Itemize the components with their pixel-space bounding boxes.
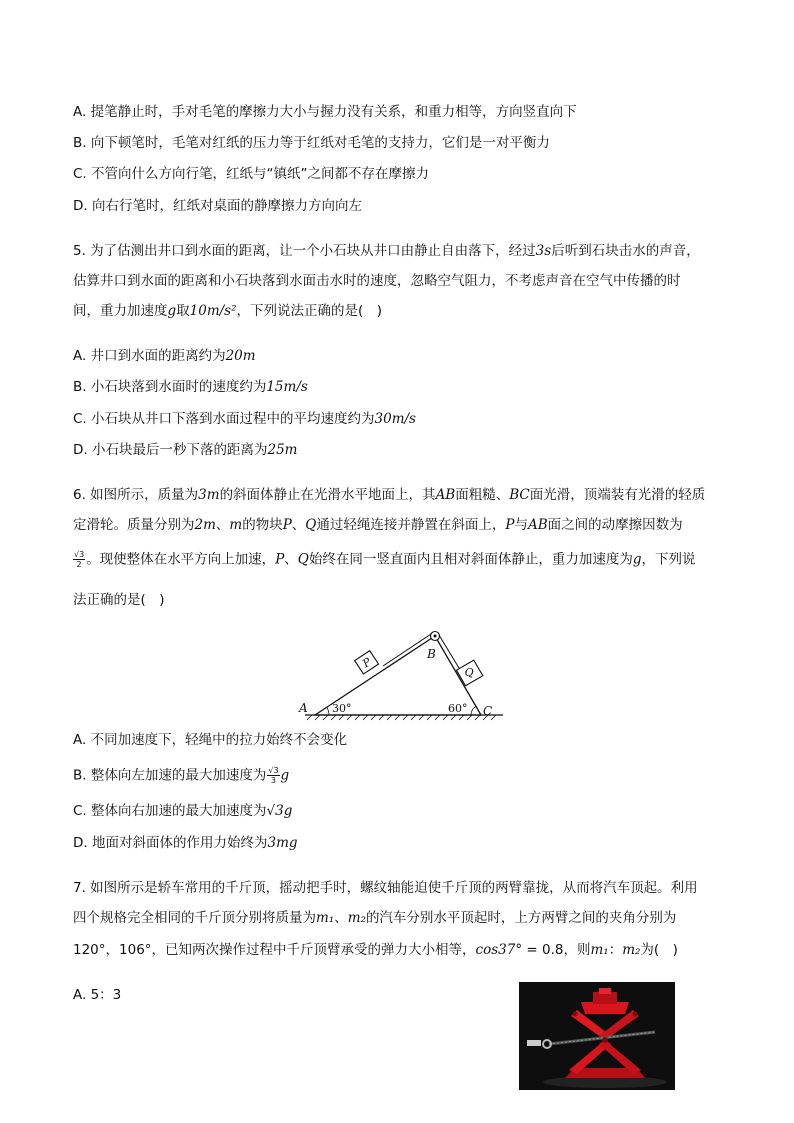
q5-option-a: A. 井口到水面的距离约为20m [73,348,256,364]
fraction-sqrt3-over-3: $\frac{√3}{3}$ [268,766,279,785]
q6-stem-line2: 定滑轮。质量分别为2m、m的物块P、Q通过轻绳连接并静置在斜面上，P与AB面之间的动摩擦因数为 [73,517,683,533]
q5-option-b: B. 小石块落到水面时的速度约为15m/s [73,379,308,395]
q5-stem-line1: 5. 为了估测出井口到水面的距离，让一个小石块从井口由静止自由落下，经过3s后听到石块击水的声音， [73,243,700,259]
label-a: A [299,701,308,715]
q7-option-a: A. 5：3 [73,987,122,1003]
incline-diagram [285,622,505,722]
q5-stem-line3: 间，重力加速度g取10m/s²，下列说法正确的是( ) [73,303,383,319]
q6-option-b: B. 整体向左加速的最大加速度为 $\frac{√3}{3}$ g [73,766,290,785]
q6-option-a: A. 不同加速度下，轻绳中的拉力始终不会变化 [73,732,348,748]
fraction-sqrt3-over-2: $\frac{√3}{2}$ [74,550,85,569]
q5-stem-line2: 估算井口到水面的距离和小石块落到水面击水时的速度，忽略空气阻力，不考虑声音在空气中传播的时 [73,273,681,289]
block-p [355,651,379,674]
q4-option-a: A. 提笔静止时，手对毛笔的摩擦力大小与握力没有关系，和重力相等，方向竖直向下 [73,104,577,120]
q7-stem-line2: 四个规格完全相同的千斤顶分别将质量为m₁、m₂的汽车分别水平顶起时，上方两臂之间的夹角分别为 [73,910,677,926]
q6-stem-line1: 6. 如图所示，质量为3m的斜面体静止在光滑水平地面上，其AB面粗糙、BC面光滑，顶端装有光滑的轻质 [73,487,706,503]
ground-hatching [307,715,496,720]
q5-option-d: D. 小石块最后一秒下落的距离为25m [73,442,298,458]
svg-text:Q: Q [464,666,474,680]
q4-option-d: D. 向右行笔时，红纸对桌面的静摩擦力方向向左 [73,198,362,214]
q6-stem-line3: $\frac{√3}{2}$ 。现使整体在水平方向上加速，P、Q始终在同一竖直面内且相对斜面体静止，重力加速度为g，下列说 [74,550,696,569]
block-q [456,660,482,686]
car-jack-photo [519,982,675,1090]
q6-stem-line4: 法正确的是( ) [73,592,165,608]
rope [383,634,431,666]
q5-option-c: C. 小石块从井口下落到水面过程中的平均速度约为30m/s [73,411,416,427]
q7-stem-line1: 7. 如图所示是轿车常用的千斤顶，摇动把手时，螺纹轴能迫使千斤顶的两臂靠拢，从而将汽车顶起。利用 [73,880,698,896]
angle-60-label: 60° [448,702,468,715]
q6-option-c: C. 整体向右加速的最大加速度为√3g [73,803,293,819]
q4-option-c: C. 不管向什么方向行笔，红纸与“镇纸”之间都不存在摩擦力 [73,166,429,182]
q4-option-b: B. 向下顿笔时，毛笔对红纸的压力等于红纸对毛笔的支持力，它们是一对平衡力 [73,135,550,151]
q7-stem-line3: 120°，106°，已知两次操作过程中千斤顶臂承受的弹力大小相等，cos37° = 0.8，则m₁：m₂为( ) [73,942,678,958]
label-b: B [427,647,436,661]
label-c: C [483,704,493,718]
q6-option-d: D. 地面对斜面体的作用力始终为3mg [73,835,298,851]
angle-30-label: 30° [332,702,352,715]
svg-text:P: P [360,655,374,671]
